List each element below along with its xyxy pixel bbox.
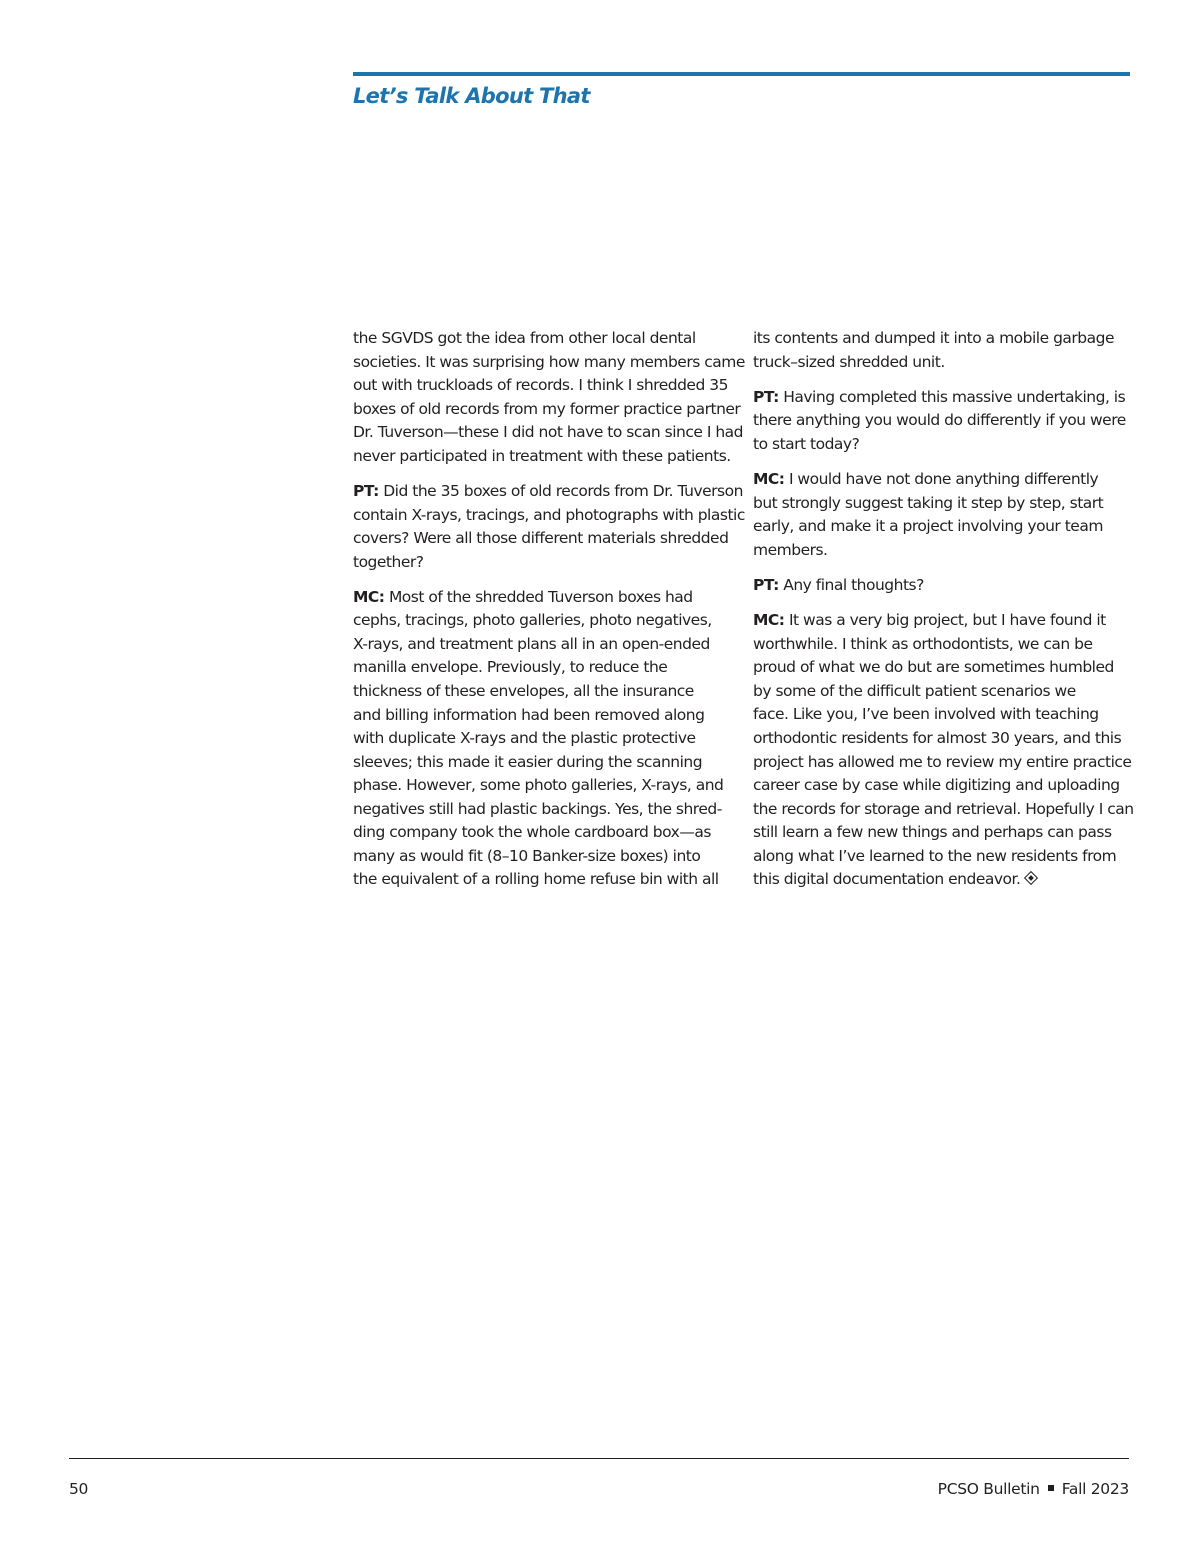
text-line <box>753 821 1131 845</box>
line-text: Any final thoughts? <box>783 575 924 594</box>
line-text: out with truckloads of records. I think I shredded 35 <box>353 376 728 395</box>
text-line <box>353 480 743 504</box>
text-line <box>753 656 1131 680</box>
paragraph <box>753 468 1131 562</box>
text-line <box>353 845 731 869</box>
line-text: by some of the difficult patient scenarios we <box>753 681 1076 700</box>
text-line <box>353 551 731 575</box>
paragraph <box>753 574 1131 598</box>
line-text: X-rays, and treatment plans all in an open-ended <box>353 634 710 653</box>
line-text: truck–sized shredded unit. <box>753 352 945 371</box>
line-text: Most of the shredded Tuverson boxes had <box>388 587 693 606</box>
line-text: never participated in treatment with these patients. <box>353 446 731 465</box>
line-text: Did the 35 boxes of old records from Dr. Tuverson <box>383 481 743 500</box>
text-line <box>353 421 743 445</box>
text-line <box>753 609 1131 633</box>
line-text: Having completed this massive undertaking, is <box>783 387 1126 406</box>
text-line <box>353 656 731 680</box>
text-line <box>353 374 731 398</box>
text-line <box>353 398 741 422</box>
speaker-label: PT: <box>353 481 379 500</box>
text-line <box>753 703 1131 727</box>
text-line <box>753 868 1131 892</box>
line-text: the records for storage and retrieval. Hopefully I can <box>753 799 1134 818</box>
line-text: ding company took the whole cardboard box—as <box>353 823 711 842</box>
text-line <box>753 774 1131 798</box>
line-text: contain X-rays, tracings, and photographs with plastic <box>353 505 745 524</box>
line-text: face. Like you, I’ve been involved with teaching <box>753 705 1099 724</box>
text-line <box>353 868 731 892</box>
text-line <box>753 751 1131 775</box>
paragraph <box>753 327 1131 374</box>
line-text: there anything you would do differently if you were <box>753 411 1126 430</box>
line-text: negatives still had plastic backings. Yes, the shred- <box>353 799 722 818</box>
text-line <box>753 633 1131 657</box>
line-text: sleeves; this made it easier during the scanning <box>353 752 703 771</box>
line-text: orthodontic residents for almost 30 years, and this <box>753 728 1122 747</box>
line-text: but strongly suggest taking it step by step, start <box>753 493 1104 512</box>
line-text: thickness of these envelopes, all the insurance <box>353 682 694 701</box>
line-text: members. <box>753 540 828 559</box>
speaker-label: MC: <box>353 587 385 606</box>
paragraph <box>753 386 1131 457</box>
line-text: proud of what we do but are sometimes humbled <box>753 658 1114 677</box>
text-line <box>353 680 731 704</box>
paragraph <box>353 327 745 468</box>
speaker-label: MC: <box>753 611 785 630</box>
speaker-label: PT: <box>753 575 779 594</box>
footer-rule <box>69 1458 1129 1459</box>
line-text: It was a very big project, but I have found it <box>788 611 1106 630</box>
issue-label: Fall 2023 <box>1061 1480 1129 1498</box>
bullet-separator-icon <box>1048 1485 1054 1491</box>
text-line <box>353 351 745 375</box>
text-line <box>753 727 1131 751</box>
paragraph <box>353 586 731 892</box>
text-line <box>353 798 731 822</box>
line-text: phase. However, some photo galleries, X-rays, and <box>353 776 724 795</box>
line-text: boxes of old records from my former practice partner <box>353 399 741 418</box>
text-line <box>353 751 731 775</box>
line-text: together? <box>353 552 424 571</box>
page-number: 50 <box>69 1480 89 1498</box>
line-text: covers? Were all those different materials shredded <box>353 529 729 548</box>
line-text: career case by case while digitizing and uploading <box>753 776 1120 795</box>
text-line <box>753 351 1131 375</box>
publication-name: PCSO Bulletin <box>937 1480 1040 1498</box>
text-line <box>753 386 1131 410</box>
text-line <box>753 680 1131 704</box>
text-line <box>753 468 1131 492</box>
end-mark-icon <box>1024 871 1038 885</box>
speaker-label: PT: <box>753 387 779 406</box>
line-text: its contents and dumped it into a mobile garbage <box>753 329 1114 347</box>
line-text: many as would fit (8–10 Banker-size boxes) into <box>353 846 701 865</box>
line-text: along what I’ve learned to the new residents from <box>753 846 1117 865</box>
line-text: manilla envelope. Previously, to reduce the <box>353 658 668 677</box>
text-line <box>353 445 731 469</box>
line-text: the SGVDS got the idea from other local dental <box>353 329 696 347</box>
line-text: societies. It was surprising how many members came <box>353 352 745 371</box>
line-text: to start today? <box>753 434 860 453</box>
line-text: early, and make it a project involving your team <box>753 517 1103 536</box>
article-column-right <box>753 327 1134 903</box>
line-text: project has allowed me to review my entire practice <box>753 752 1132 771</box>
text-line <box>753 327 1131 351</box>
line-text: the equivalent of a rolling home refuse bin with all <box>353 870 719 889</box>
text-line <box>353 504 745 528</box>
article-column-left <box>353 327 745 904</box>
text-line <box>753 409 1131 433</box>
line-text: this digital documentation endeavor. <box>753 870 1021 889</box>
text-line <box>353 821 731 845</box>
speaker-label: MC: <box>753 470 785 489</box>
text-line <box>353 609 731 633</box>
text-line <box>353 633 731 657</box>
text-line <box>753 798 1134 822</box>
text-line <box>353 327 731 351</box>
line-text: still learn a few new things and perhaps can pass <box>753 823 1112 842</box>
paragraph <box>353 480 745 574</box>
line-text: with duplicate X-rays and the plastic protective <box>353 729 696 748</box>
text-line <box>753 433 1131 457</box>
text-line <box>353 527 731 551</box>
text-line <box>753 574 1131 598</box>
text-line <box>353 586 731 610</box>
paragraph <box>753 609 1134 892</box>
line-text: worthwhile. I think as orthodontists, we can be <box>753 634 1093 653</box>
text-line <box>753 539 1131 563</box>
text-line <box>353 774 731 798</box>
text-line <box>753 492 1131 516</box>
line-text: and billing information had been removed along <box>353 705 705 724</box>
line-text: cephs, tracings, photo galleries, photo negatives, <box>353 611 712 630</box>
header-rule <box>353 72 1130 76</box>
text-line <box>353 704 731 728</box>
line-text: I would have not done anything differently <box>788 470 1099 489</box>
text-line <box>753 515 1131 539</box>
line-text: Dr. Tuverson—these I did not have to scan since I had <box>353 423 743 442</box>
footer-publication <box>938 1480 1129 1498</box>
section-title: Let’s Talk About That <box>353 84 590 108</box>
text-line <box>353 727 731 751</box>
text-line <box>753 845 1131 869</box>
